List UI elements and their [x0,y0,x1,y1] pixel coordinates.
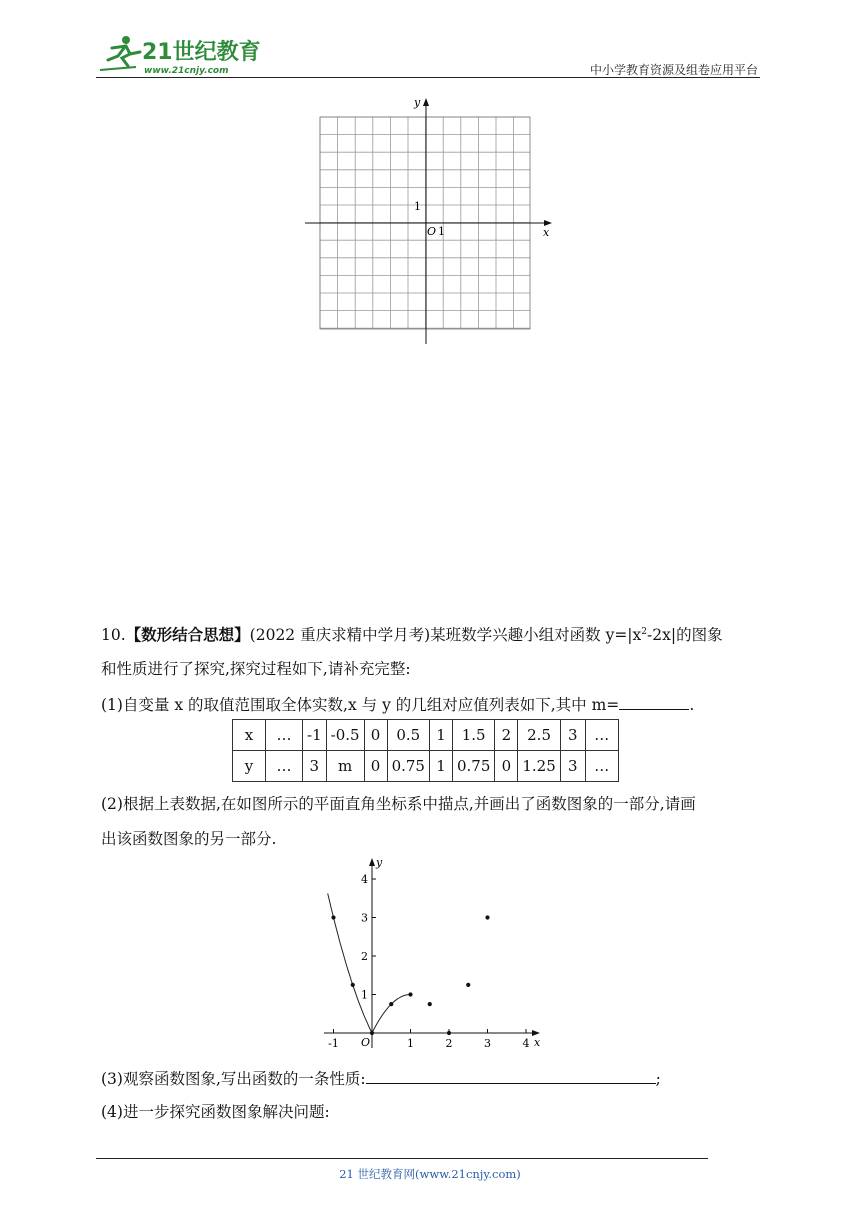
value-table [232,719,619,782]
part2-line2: 出该函数图象的另一部分. [101,830,277,848]
part1-end: . [689,696,695,714]
part3-text: (3)观察函数图象,写出函数的一条性质: [101,1070,366,1088]
x-tick-label: -1 [328,1037,339,1050]
header-divider [96,77,760,78]
page-header [96,34,760,80]
question-intro-line2: 和性质进行了探究,探究过程如下,请补充完整: [101,660,411,678]
x-tick-label: 3 [484,1037,491,1050]
table-cell: … [266,720,303,751]
graph-y-label: y [376,856,383,869]
function-points [331,915,489,1035]
y-tick-label: 4 [361,873,368,886]
graph-origin-label: O [361,1036,371,1049]
table-cell: … [266,751,303,782]
blank-coordinate-grid [300,92,560,348]
logo-url: www.21cnjy.com [144,66,229,76]
table-cell: 2 [495,720,518,751]
graph-point [428,1002,432,1006]
graph-point [485,915,489,919]
table-cell: y [233,751,266,782]
graph-point [389,1002,393,1006]
logo-text: 21世纪教育 [142,40,261,65]
table-cell: 0 [364,751,387,782]
table-cell: -1 [303,720,327,751]
graph-point [447,1031,451,1035]
y-tick-label: 3 [361,911,368,925]
y-axis-arrow [423,98,429,106]
graph-y-arrow [369,858,375,866]
graph-point [466,983,470,987]
x-tick-label: 1 [407,1037,414,1050]
question-tag: 【数形结合思想】 [125,625,250,644]
question-number: 10. [101,626,126,644]
table-cell: 1.5 [452,720,494,751]
part1-text: (1)自变量 x 的取值范围取全体实数,x 与 y 的几组对应值列表如下,其中 m= [101,696,620,714]
table-row-x [233,720,619,751]
x-tick-label: 4 [522,1037,530,1050]
table-cell: 1 [429,720,452,751]
graph-axes [324,856,541,1049]
part3-line [101,1067,661,1089]
table-cell: x [233,720,266,751]
table-cell: 3 [560,751,585,782]
y-tick-label: 2 [361,950,368,963]
graph-point [351,983,355,987]
graph-point [370,1031,374,1035]
x-tick-label: 2 [445,1037,453,1050]
question-intro: (2022 重庆求精中学月考)某班数学兴趣小组对函数 y=|x [249,626,642,644]
x-axis-label: x [543,226,550,239]
m-answer-blank[interactable] [619,693,689,710]
table-cell: m [326,751,364,782]
function-graph [310,852,550,1057]
part4-line: (4)进一步探究函数图象解决问题: [101,1103,330,1121]
question-intro-rest: -2x|的图象 [647,626,723,644]
origin-label: O [427,225,437,238]
table-cell: … [585,720,618,751]
y-tick-label: 1 [361,988,368,1002]
table-cell: 3 [560,720,585,751]
property-answer-blank[interactable] [366,1067,656,1084]
table-cell: 0.75 [452,751,494,782]
graph-point [408,992,412,996]
graph-x-label: x [534,1036,541,1049]
x-unit-label: 1 [438,225,445,238]
footer-divider [96,1158,708,1159]
footer-text: 21 世纪教育网(www.21cnjy.com) [339,1167,521,1181]
question-intro-exponent: 2 [641,626,648,637]
part3-end: ; [655,1070,661,1088]
table-cell: 1 [429,751,452,782]
graph-ticks [328,873,529,1050]
table-cell: 0.75 [387,751,429,782]
table-cell: 0 [364,720,387,751]
y-unit-label: 1 [414,200,421,213]
table-cell: 0.5 [387,720,429,751]
table-row-y [233,751,619,782]
part1-line [101,693,694,715]
question-intro-line1 [101,625,723,645]
table-cell: 0 [495,751,518,782]
platform-name: 中小学教育资源及组卷应用平台 [589,63,758,77]
table-cell: -0.5 [326,720,364,751]
table-cell: 2.5 [518,720,560,751]
graph-point [331,915,335,919]
table-cell: … [585,751,618,782]
part2-line1: (2)根据上表数据,在如图所示的平面直角坐标系中描点,并画出了函数图象的一部分,请画 [101,795,696,813]
y-axis-label: y [414,96,421,109]
function-curve [328,894,411,1034]
logo-21cnjy [96,34,266,76]
table-cell: 3 [303,751,327,782]
table-cell: 1.25 [518,751,560,782]
